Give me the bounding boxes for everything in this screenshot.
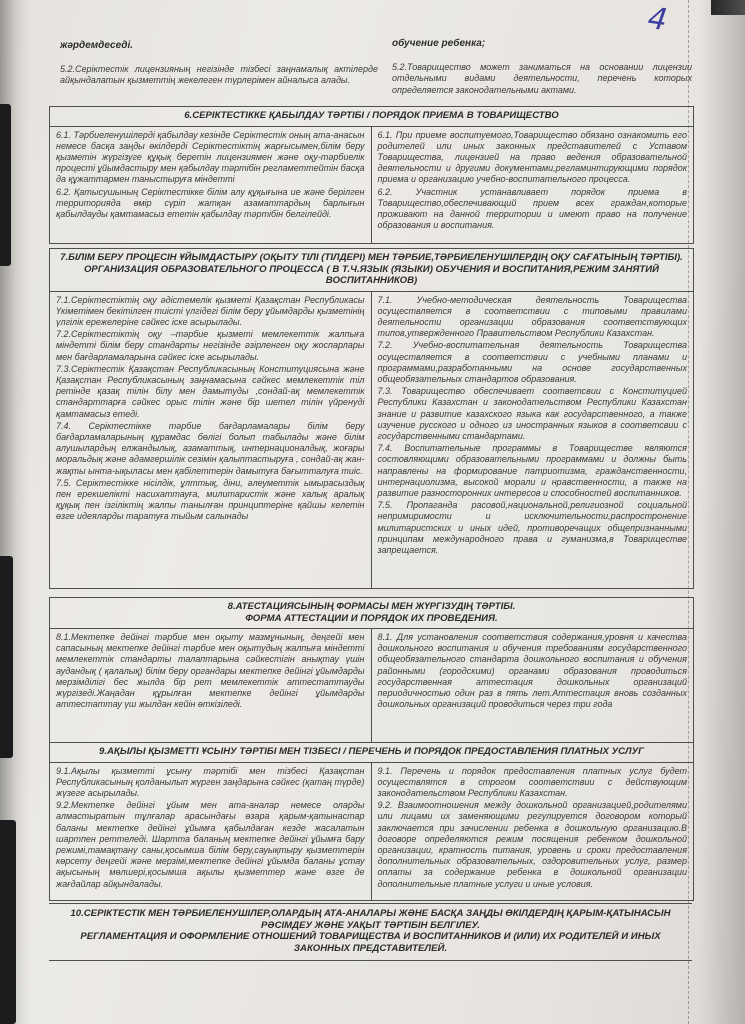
section-6-kazakh-cell xyxy=(50,127,372,243)
paragraph-7-5-kz: 7.5. Серіктестікке нісілдік, ұлттық, діни, әлеуметтік ымырасыздық пен ерекшелікті насихаттауға, милитаристік және халық аралық құқық пен ізгіліктің жалпы танылған принциптеріне қайшы келетін өзге идеяларды таратуға тыйым салынады xyxy=(56,477,365,522)
section-9-title-line: 9.АҚЫЛЫ ҚЫЗМЕТТІ ҰСЫНУ ТӘРТІБІ МЕН ТІЗБЕСІ / ПЕРЕЧЕНЬ И ПОРЯДОК ПРЕДОСТАВЛЕНИЯ ПЛАТНЫХ УСЛУГ xyxy=(99,746,644,757)
section-8-title xyxy=(50,598,693,629)
section-10-title-line-kz: 10.СЕРІКТЕСТІК МЕН ТӘРБИЕЛЕНУШІЛЕР,ОЛАРДЫҢ АТА-АНАЛАРЫ ЖӘНЕ БАСҚА ЗАҢДЫ ӨКІЛДЕРДІҢ ҚАРЫМ-ҚАТЫНАСЫН РӘСІМДЕУ ЖӘНЕ УАҚЫТ ТӘРТІБІН БЕЛГІЛЕУ. xyxy=(70,908,671,931)
paragraph-9-1-ru: 9.1. Перечень и порядок предоставления платных услуг будет осуществлятся в строгом соответствии с действующим законодательством Республики Казахстан. xyxy=(377,765,687,798)
section-7 xyxy=(49,248,694,589)
paragraph-7-3-kz: 7.3.Серіктестік Қазақстан Республикасының Конституциясына және Қазақстан Республикасының заңнамасына сәйкес мемлекеттік тіл ретінде қазақ тілін білу мен дамытуды ,сондай-ақ мемлекеттік стандарттарға сәйкес орыс тілін және бір шетел тілін үйренуді қамтамасыз етеді. xyxy=(56,363,365,419)
paragraph-9-1-kz: 9.1.Ақылы қызметті ұсыну тәртібі мен тізбесі Қазақстан Республикасының қолданылып жүрген заңдарына сәйкес (қатаң түрде) жүзеге асырылады. xyxy=(56,765,365,798)
paragraph-7-1-kz: 7.1.Серіктестіктің оқу әдістемелік қызметі Қазақстан Республикасы Үкіметімен бекітілген тиісті үлгідегі білім беру ұйымдарды қызметінің үлгілік ережелеріне сәйкес іске асырылады. xyxy=(56,294,365,327)
section-6-body xyxy=(50,127,693,243)
section-8-russian-cell xyxy=(372,629,694,742)
intro-column-russian xyxy=(392,38,692,96)
paragraph-8-1-kz: 8.1.Мектепке дейінгі тәрбие мен оқыту мазмұнының, деңгейі мен сапасының мектепке дейінгі тәрбие мен оқытудың жалпыға міндетті мемлекеттік стандарты талаптарына сәйкестігін анықтау үшін аудандық ( қалалық) білім беру органдары мектепке дейінгі ұйымдарды мерзімділігі бес жылда бір рет мемлекеттік аттестаттауды жүргізеді.Жаңадан құрылған мектепке дейінгі ұйымдарды аттестаттау үш жылдан кейін өткізіледі. xyxy=(56,632,365,710)
paragraph-5-2-kz: 5.2.Серіктестік лицензияның негізінде тізбесі заңнамалық актілерде айқындалатын қызметтің жекелеген түрлерімен айналыса алады. xyxy=(60,63,378,85)
section-8-kazakh-cell xyxy=(50,629,372,742)
paragraph-9-2-kz: 9.2.Мектепке дейінгі ұйым мен ата-аналар немесе оларды алмастыратын тұлғалар арасындағы өзара қарым-қатынастар баланы мектепке дейінгі ұйымға қабылдаған кезде жасалатын шартпен реттеледі. Шартта баланың мектепке дейінгі ұйымға бару режимі,тамақтану саны,қосымша білім беру,сауықтыру қызметтерін көрсету деңгейі және мерзімі,мектепке дейінгі ұйымда баланы ұстау ақысының мөлшері,қосымша ақылы қызметтер және өзге де жағдайлар айқындалады. xyxy=(56,800,365,889)
section-9 xyxy=(49,742,694,901)
section-7-title-line-kz: 7.БІЛІМ БЕРУ ПРОЦЕСІН ҰЙЫМДАСТЫРУ (ОҚЫТУ ТІЛІ (ТІЛДЕРІ) МЕН ТӘРБИЕ,ТӘРБИЕЛЕНУШІЛЕРДІҢ ОҚУ САҒАТЫНЫҢ ТӘРТІБІ). xyxy=(60,252,683,263)
paragraph-6-2-kz: 6.2. Қатысушының Серіктестікке білім алу құқығына ие және берілген территорияда өмір сүріп жатқан азаматтардың барлығын қабылдауды қамтамасыз ететін қабылдау тәртібін белгілейді. xyxy=(56,186,365,219)
paragraph-7-2-kz: 7.2.Серіктестіктің оқу –тәрбие қызметі мемлекеттік жалпыға міндетті білім беру стандарты негізінде әзірленген оқу жоспарлары мен бағдарламаларына сәйкес іске асырылады. xyxy=(56,329,365,362)
handwritten-page-number: 4 xyxy=(645,0,670,39)
section-8 xyxy=(49,597,694,743)
paragraph-7-4-ru: 7.4. Воспитательные программы в Товариществе являются состовляющими образовательными программами и должны быть направлены на формирование патриотизма, гражданственности, интернациолизма, высокой морали и нравственности, а также на развитие разносторонних интересов и способностей воспитанников. xyxy=(377,443,687,498)
paragraph-6-1-ru: 6.1. При приеме воспитуемого,Товарищество обязано ознакомить его родителей или иных законных представителей с Уставом Товарищества, лицензией на право ведения образовательной деятельности и другими документами,регламинтирующими порядок приема и организацию учебно-воспитательного процесса. xyxy=(377,129,687,185)
paragraph-6-1-kz: 6.1. Тәрбиеленушілерді қабылдау кезінде Серіктестік оның ата-анасын немесе басқа заңды өкілдерді Серіктестіктің жарғысымен,білім беру қызметін жүргізуге құқық беретін лицензиямен және оқу-тәрбиелік процесті ұйымдастыру мен қабылдау тәртібін регламеттейтін басқа да құжаттармен таныстыруға міндетті xyxy=(56,129,365,185)
section-7-title xyxy=(50,249,693,292)
section-10-title xyxy=(49,904,692,960)
paragraph-7-4-kz: 7.4. Серіктестікке тәрбие бағдарламалары білім беру бағдарламаларының құрамдас бөлігі болып табылады және білім алушылардың елжандылық, азаматтық, интернационалдық, жоғары моральдық және адамгершілік сезімін қалыптастыруға , сондай-ақ жан-жақты ынта-ықыласы мен қабілеттерін дамытуға бағытталуға тиіс. xyxy=(56,420,365,476)
section-8-body xyxy=(50,629,693,742)
paragraph-8-1-ru: 8.1. Для установления соответствия содержания,уровня и качества дошкольного воспитания и обучения требованиям государственного общеобязательного стандарта дошкольного воспитания и обучения районными (городскими) органами образования проводиться государственная аттестация дошкольных организаций периодичностью один раз в пять лет.Аттестация вновь созданных дошкольных организаций проводиться через три года xyxy=(377,632,687,710)
section-9-russian-cell xyxy=(372,763,694,900)
paragraph-9-2-ru: 9.2. Взаимоотношения между дошкольной организацией,родителями или лицами их заменяющими регулируется договором который заключается при зачислении ребенка в дошкольную организацию.В договоре определяются режим посящения ребенком дошкольной организации, кратность питания, уровень и сроки предоставления дополнительных образовательных, оздоровительных услуг, размер оплаты за содержание ребенка в дошкольной организации дополнительные платные услуги и иные условия. xyxy=(377,800,687,889)
paragraph-6-2-ru: 6.2. Участник устанавливает порядок приема в Товарищество,обеспечивающий прием всех граждан,которые проживают на данной территории и имеют право на получение образования и воспитания. xyxy=(377,186,687,231)
section-9-title xyxy=(50,743,693,763)
intro-column-kazakh xyxy=(60,40,378,87)
section-6 xyxy=(49,106,694,244)
intro-heading-kz: жәрдемдеседі. xyxy=(60,40,134,51)
paragraph-5-2-ru: 5.2.Товарищество может заниматься на основании лицензии отдельными видами деятельности, перечень которых определяется законодательными актами. xyxy=(392,61,692,95)
section-10 xyxy=(49,903,692,961)
section-7-title-line-ru: ОРГАНИЗАЦИЯ ОБРАЗОВАТЕЛЬНОГО ПРОЦЕССА ( В Т.Ч.ЯЗЫК (ЯЗЫКИ) ОБУЧЕНИЯ И ВОСПИТАНИЯ,РЕЖИМ ЗАНЯТИЙ ВОСПИТАННИКОВ) xyxy=(83,263,660,286)
paragraph-7-2-ru: 7.2. Учебно-воспитательная деятельность Товарищества осуществляется в соответствии с учебными планами и программами,разработанными на основе государственных общеобязательных стандартов образования. xyxy=(377,340,687,384)
section-7-russian-cell xyxy=(372,292,694,588)
section-6-russian-cell xyxy=(372,127,694,243)
paragraph-7-5-ru: 7.5. Пропаганда расовой,национальной,религиозной социальной непримиримости и исключительности,распростронение милитаристских и иных идей, противоречащих общепризнанными принципам международного права и гуманизма,в Товариществе запрещается. xyxy=(377,500,687,555)
section-6-title xyxy=(50,107,693,127)
section-7-body xyxy=(50,292,693,588)
paragraph-7-3-ru: 7.3. Товарищество обеспечивает соответсвии с Конституцией Республики Казахстан и законодательством Республики Казахстан знание и развитие казахского языка как государственного, а также изучение русского и одного из иностранных языков в соответсвии с государственными стандартами. xyxy=(377,386,687,441)
paragraph-7-1-ru: 7.1. Учебно-методическая деятельность Товарищества осуществляется в соответствии с типовыми правилами деятельности организации образования соответствующих типов,утвержденного Правительством Республики Казахстан. xyxy=(377,294,687,339)
section-6-title-line: 6.СЕРІКТЕСТІККЕ ҚАБЫЛДАУ ТӘРТІБІ / ПОРЯДОК ПРИЕМА В ТОВАРИЩЕСТВО xyxy=(184,110,559,121)
section-9-body xyxy=(50,763,693,900)
section-9-kazakh-cell xyxy=(50,763,372,900)
section-8-title-line-ru: ФОРМА АТТЕСТАЦИИ И ПОРЯДОК ИХ ПРОВЕДЕНИЯ. xyxy=(245,612,498,624)
section-7-kazakh-cell xyxy=(50,292,372,588)
intro-heading-ru: обучение ребенка; xyxy=(392,38,486,49)
section-10-title-line-ru: РЕГЛАМЕНТАЦИЯ И ОФОРМЛЕНИЕ ОТНОШЕНИЙ ТОВАРИЩЕСТВА И ВОСПИТАННИКОВ И (ИЛИ) ИХ РОДИТЕЛЕЙ И ИНЫХ ЗАКОННЫХ ПРЕДСТАВИТЕЛЕЙ. xyxy=(80,931,661,954)
section-8-title-line-kz: 8.АТЕСТАЦИЯСЫНЫҢ ФОРМАСЫ МЕН ЖҮРГІЗУДІҢ ТӘРТІБІ. xyxy=(227,601,516,612)
